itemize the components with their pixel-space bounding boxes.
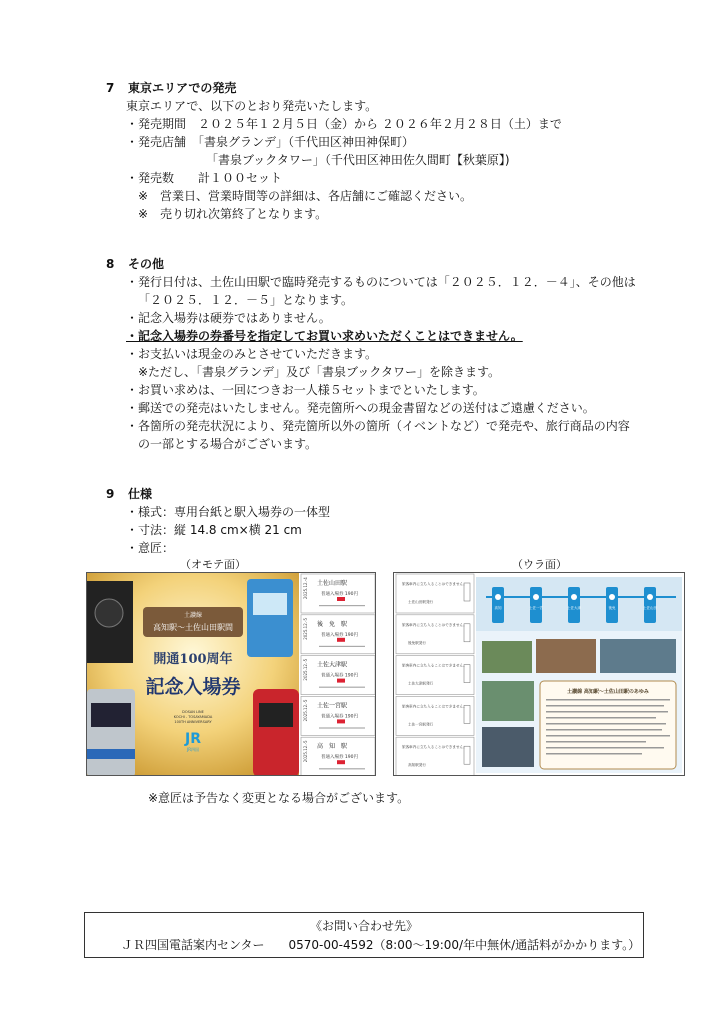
other-locations-line-2: の一部とする場合がございます。 — [138, 437, 318, 451]
ticket-back-svg — [394, 573, 685, 776]
stub-column — [396, 574, 474, 776]
english-line-2: KOCHI - TOSAYAMADA — [173, 715, 213, 719]
station-photo-3 — [600, 639, 676, 673]
stub-notice: 旅客車内に立ち入ることはできません。 — [402, 582, 467, 586]
ticket-front-image — [86, 572, 376, 776]
ticket-stamp — [337, 597, 345, 601]
route-name: 高知駅～土佐山田駅間 — [153, 623, 233, 632]
contact-line: ＪＲ四国電話案内センター 0570-00-4592（8:00～19:00/年中無休/通話料がかかります。） — [121, 938, 641, 952]
ticket-station: 土佐山田駅 — [317, 580, 348, 587]
contact-box — [84, 912, 644, 958]
note-sold-out: ※ 売り切れ次第終了となります。 — [138, 207, 328, 221]
stub-notice: 旅客車内に立ち入ることはできません。 — [402, 704, 467, 709]
station-photo-2 — [536, 639, 596, 673]
spec-design: ・意匠： — [126, 541, 175, 555]
station-name: 土佐大津 — [567, 606, 581, 610]
station-tag — [529, 587, 543, 623]
ticket-back-image — [393, 572, 685, 776]
ticket-stamp — [337, 760, 345, 764]
ticket-date: 2025.12.-5 — [303, 658, 308, 681]
ticket-station: 高 知 駅 — [317, 743, 348, 751]
design-change-note: ※意匠は予告なく変更となる場合がございます。 — [148, 791, 410, 805]
spec-style: ・様式：専用台紙と駅入場券の一体型 — [126, 505, 331, 519]
station-tag — [567, 587, 581, 623]
station-name: 土佐一宮 — [529, 606, 543, 610]
cash-only: ・お支払いは現金のみとさせていただきます。 — [126, 347, 378, 361]
note-hours: ※ 営業日、営業時間等の詳細は、各店舗にご確認ください。 — [138, 189, 473, 203]
ticket-stub — [301, 574, 375, 613]
stub-notice: 旅客車内に立ち入ることはできません。 — [402, 663, 467, 668]
issue-date-line-2: 「２０２５．１２．－５」となります。 — [138, 293, 354, 307]
station-photo-4 — [482, 681, 534, 721]
back-stub — [396, 737, 474, 776]
jr-logo: JR — [185, 731, 201, 747]
ticket-date: 2025.12.-5 — [303, 740, 308, 763]
station-name: 高知 — [494, 606, 502, 610]
ticket-stub — [301, 696, 375, 735]
ticket-price: 普通入場券 190円 — [321, 755, 359, 761]
english-line-3: 100TH ANNIVERSARY — [174, 720, 212, 724]
sale-store-2: 「書泉ブックタワー」（千代田区神田佐久間町【秋葉原】) — [206, 153, 510, 167]
cash-only-exception: ※ただし、「書泉グランデ」及び「書泉ブックタワー」を除きます。 — [138, 365, 501, 379]
ticket-price: 普通入場券 190円 — [321, 592, 359, 597]
anniversary-text: 開通100周年 — [153, 652, 233, 667]
ticket-station: 土佐大津駅 — [317, 661, 348, 669]
sale-store-1: ・発売店舗 「書泉グランデ」（千代田区神田神保町） — [126, 135, 415, 149]
back-stub — [396, 574, 474, 613]
station-name: 土佐山田 — [643, 606, 657, 610]
back-stub — [396, 656, 474, 695]
back-stub — [396, 615, 474, 654]
back-stub — [396, 696, 474, 735]
issue-date-line-1: ・発行日付は、土佐山田駅で臨時発売するものについては「２０２５．１２．－４」、その他は — [126, 275, 636, 289]
english-line-1: DOSAN LINE — [182, 710, 204, 714]
front-caption: （オモテ面） — [180, 558, 246, 571]
blue-train-illustration — [247, 579, 293, 657]
ticket-strip — [299, 573, 376, 776]
ticket-price: 普通入場券 190円 — [321, 632, 359, 638]
history-title: 土讃線 高知駅～土佐山田駅のあゆみ — [567, 689, 649, 695]
ticket-price: 普通入場券 190円 — [321, 714, 359, 720]
ticket-front-svg — [87, 573, 376, 776]
stub-notice: 旅客車内に立ち入ることはできません。 — [402, 622, 467, 627]
section-7-heading: 7 東京エリアでの発売 — [106, 81, 237, 95]
stub-label: 後免駅発行 — [408, 640, 426, 645]
silver-train-illustration — [87, 689, 135, 776]
ticket-station: 土佐一宮駅 — [317, 702, 348, 710]
section-9-heading: 9 仕様 — [106, 487, 153, 501]
stub-label: 高知駅発行 — [408, 763, 426, 768]
line-name: 土讃線 — [183, 612, 203, 619]
stub-label: 土佐一宮駅発行 — [408, 722, 434, 727]
stub-label: 土佐山田駅発行 — [408, 600, 434, 604]
no-mail-sale: ・郵送での発売はいたしません。発売箇所への現金書留などの送付はご遠慮ください。 — [126, 401, 595, 415]
contact-title: 《お問い合わせ先》 — [309, 919, 418, 933]
jr-logo-sub: JR四国 — [187, 747, 199, 752]
ticket-stamp — [337, 679, 345, 683]
commemorative-title: 記念入場券 — [145, 676, 241, 698]
station-tag — [492, 587, 504, 623]
station-photo-5 — [482, 727, 534, 767]
ticket-date: 2025.12.-5 — [303, 699, 308, 722]
station-tag — [643, 587, 657, 623]
ticket-stub — [301, 656, 375, 695]
sale-quantity: ・発売数 計１００セット — [126, 171, 283, 185]
sale-period: ・発売期間 ２０２５年１２月５日（金）から ２０２６年２月２８日（土）まで — [126, 117, 562, 131]
stub-notice: 旅客車内に立ち入ることはできません。 — [402, 745, 467, 750]
ticket-stub — [301, 615, 375, 654]
back-caption: （ウラ面） — [512, 558, 567, 571]
station-name: 後免 — [608, 606, 616, 610]
purchase-limit: ・お買い求めは、一回につきお一人様５セットまでといたします。 — [126, 383, 485, 397]
ticket-date: 2025.12.-4 — [303, 577, 308, 599]
red-train-illustration — [253, 689, 299, 776]
not-hard-ticket: ・記念入場券は硬券ではありません。 — [126, 311, 331, 325]
stub-label: 土佐大津駅発行 — [408, 681, 434, 686]
spec-size: ・寸法：縦 14.8 cm×横 21 cm — [126, 523, 302, 537]
ticket-stamp — [337, 638, 345, 642]
ticket-stamp — [337, 719, 345, 723]
ticket-price: 普通入場券 190円 — [321, 673, 359, 679]
ticket-station: 後 免 駅 — [317, 620, 348, 628]
station-tag — [606, 587, 618, 623]
other-locations-line-1: ・各箇所の発売状況により、発売箇所以外の箇所（イベントなど）で発売や、旅行商品の内容 — [126, 419, 630, 433]
ticket-stub — [301, 737, 375, 776]
station-photo-1 — [482, 641, 532, 673]
no-number-selection: ・記念入場券の券番号を指定してお買い求めいただくことはできません。 — [126, 329, 523, 343]
section-8-heading: 8 その他 — [106, 257, 165, 271]
section-7-intro: 東京エリアで、以下のとおり発売いたします。 — [126, 99, 378, 113]
ticket-date: 2025.12.-5 — [303, 617, 308, 640]
